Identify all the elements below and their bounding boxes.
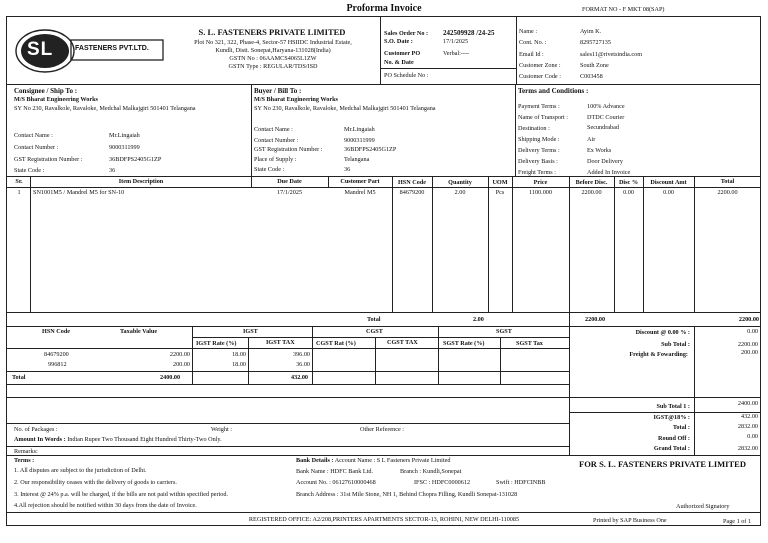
amount-words-value: Indian Rupee Two Thousand Eight Hundred Thirty-Two Only. <box>67 436 222 443</box>
logo-text: FASTENERS PVT.LTD. <box>75 45 149 52</box>
tax-col-taxable: Taxable Value <box>120 328 158 335</box>
row-sr: 1 <box>17 189 21 196</box>
packages-label: No. of Packages : <box>14 426 58 433</box>
cont-no-value: 8295727135 <box>580 39 611 46</box>
tax-col-igst-tax: IGST TAX <box>266 339 295 346</box>
company-address-1: Plot No 321, 322, Phase-4, Sector-57 HSIIDC Industrial Estate, <box>194 39 352 46</box>
buyer-state-value: 36 <box>344 166 351 173</box>
subtotal-label: Sub Total : <box>661 341 690 348</box>
tax-col-igst: IGST <box>243 328 258 335</box>
shipping-mode-label: Shipping Mode : <box>518 136 560 143</box>
customer-po-label: Customer PO <box>384 50 421 57</box>
delivery-terms-value: Ex Works <box>587 147 612 154</box>
bank-heading: Bank Details : <box>296 457 334 464</box>
subtotal1-value: 2400.00 <box>737 400 758 407</box>
destination-label: Destination : <box>518 125 550 132</box>
other-reference-label: Other Reference : <box>360 426 404 433</box>
tax-row-taxable: 200.00 <box>172 361 190 368</box>
tax-row-rate: 18.00 <box>232 351 246 358</box>
tax-col-hsn: HSN Code <box>42 328 71 335</box>
verbal-po: Verbal:---- <box>443 50 470 57</box>
roundoff-label: Round Off : <box>658 435 690 442</box>
buyer-supply-value: Telangana <box>344 156 370 163</box>
document-title: Proforma Invoice <box>346 3 422 14</box>
tax-col-cgst-rate: CGST Rat (%) <box>316 340 356 347</box>
total-value: 2832.00 <box>737 423 758 430</box>
transport-value: DTDC Courier <box>587 114 625 121</box>
row-uom: Pcs <box>495 189 505 196</box>
tax-row-rate: 18.00 <box>232 361 246 368</box>
delivery-basis-label: Delivery Basis : <box>518 158 558 165</box>
freight-value: 200.00 <box>740 349 758 356</box>
email-value: sales11@rivetsindia.com <box>580 51 643 58</box>
buyer-address: SY No 230, Ravalkole, Ravaloke, Medchal Malkajgiri 501401 Telangana <box>254 105 436 112</box>
customer-code-label: Customer Code : <box>519 73 561 80</box>
sales-order-label: Sales Order No : <box>384 30 429 37</box>
so-date-label: S.O. Date : <box>384 38 413 45</box>
tax-col-sgst-rate: SGST Rate (%) <box>443 340 485 347</box>
tax-col-cgst-tax: CGST TAX <box>387 339 418 346</box>
consignee-heading: Consignee / Ship To : <box>14 87 78 95</box>
buyer-gst-value: 36BDFPS2405G1ZP <box>344 146 397 153</box>
terms-footer-heading: Terms : <box>14 457 35 464</box>
subtotal1-label: Sub Total 1 : <box>656 403 690 410</box>
tax-col-cgst: CGST <box>366 328 383 335</box>
total-label: Total : <box>672 424 690 431</box>
buyer-contact-number-label: Contact Number : <box>254 137 299 144</box>
col-uom: UOM <box>492 179 508 186</box>
col-quantity: Quantity <box>448 179 472 186</box>
tax-total-tax: 432.00 <box>291 374 309 381</box>
company-name: S. L. FASTENERS PRIVATE LIMITED <box>198 27 346 37</box>
row-disc-amt: 0.00 <box>663 189 674 196</box>
consignee-state-value: 36 <box>109 167 116 174</box>
po-schedule-label: PO Schedule No : <box>384 72 429 79</box>
printed-by: Printed by SAP Business One <box>593 517 667 524</box>
items-total-before: 2200.00 <box>585 316 606 323</box>
tax-row-hsn: 84679200 <box>44 351 69 358</box>
tax-col-sgst-tax: SGST Tax <box>516 340 543 347</box>
payment-terms-value: 100% Advance <box>587 103 625 110</box>
so-date-value: 17/1/2025 <box>443 38 469 45</box>
bank-account-no: Account No. : 06127610000468 <box>296 479 376 486</box>
company-gstn-type: GSTN Type : REGULAR/TDS/ISD <box>228 63 318 70</box>
col-before-disc: Before Disc. <box>575 179 608 186</box>
row-hsn: 84679200 <box>399 189 425 196</box>
grand-total-label: Grand Total : <box>653 445 690 452</box>
row-description: SN1001M5 / Mandrel M5 for SN-10 <box>33 189 125 196</box>
row-quantity: 2.00 <box>454 189 466 196</box>
buyer-company: M/S Bharat Engineering Works <box>254 96 338 103</box>
col-customer-part: Customer Part <box>340 178 380 185</box>
tax-total-label: Total <box>12 374 26 381</box>
igst-value: 432.00 <box>740 413 758 420</box>
zone-label: Customer Zone : <box>519 62 561 69</box>
row-price: 1100.000 <box>529 189 552 196</box>
term-line-2: 2. Our responsibility ceases with the delivery of goods to carriers. <box>14 479 177 486</box>
items-total-label: Total <box>367 316 381 323</box>
col-description: Item Description <box>118 178 164 185</box>
grand-total-value: 2832.00 <box>737 445 758 452</box>
consignee-contact-name: Mr.Lingaiah <box>109 132 140 139</box>
buyer-supply-label: Place of Supply : <box>254 156 297 163</box>
company-logo <box>13 28 165 74</box>
buyer-state-label: State Code : <box>254 166 285 173</box>
tax-row-tax: 36.00 <box>296 361 310 368</box>
buyer-contact-name: Mr.Lingaiah <box>344 126 375 133</box>
term-line-1: 1. All disputes are subject to the jurisdiction of Delhi. <box>14 467 147 474</box>
bank-ifsc: IFSC : HDFC0000612 <box>414 479 471 486</box>
term-line-4: 4.All rejection should be notified within 30 days from the date of Invoice. <box>14 502 197 509</box>
buyer-contact-name-label: Contact Name : <box>254 126 293 133</box>
discount-value: 0.00 <box>747 328 758 335</box>
payment-terms-label: Payment Terms : <box>518 103 560 110</box>
consignee-gst-label: GST Registration Number : <box>14 156 83 163</box>
discount-label: Discount @ 0.00 % : <box>635 329 690 336</box>
row-before-disc: 2200.00 <box>581 189 602 196</box>
col-due-date: Due Date <box>277 178 302 185</box>
delivery-basis-value: Door Delivery <box>587 158 623 165</box>
bank-branch-address: Branch Address : 31st Mile Stone, NH 1, Behind Chopra Filling, Kundli Sonepat-131028 <box>296 491 518 498</box>
roundoff-value: 0.00 <box>747 433 758 440</box>
consignee-contact-number: 9000311999 <box>109 144 140 151</box>
col-hsn: HSN Code <box>397 179 427 186</box>
logo-letters: SL <box>27 39 54 60</box>
buyer-heading: Buyer / Bill To : <box>254 87 302 95</box>
shipping-mode-value: Air <box>587 136 596 143</box>
customer-name-value: Ayim K. <box>580 28 602 35</box>
consignee-state-label: State Code : <box>14 167 45 174</box>
freight-terms-label: Freight Terms : <box>518 169 556 176</box>
registered-office: REGISTERED OFFICE: A2/208,PRINTERS APARTMENTS SECTOR-13, ROHINI, NEW DELHI-110085 <box>248 516 520 523</box>
consignee-contact-number-label: Contact Number : <box>14 144 59 151</box>
amount-in-words <box>14 436 222 444</box>
term-line-3: 3. Interest @ 24% p.a. will be charged, if the bills are not paid within specified period. <box>14 491 229 498</box>
tax-row-tax: 396.00 <box>292 351 310 358</box>
row-disc-pct: 0.00 <box>623 189 634 196</box>
cont-no-label: Cont. No. : <box>519 39 547 46</box>
consignee-contact-name-label: Contact Name : <box>14 132 53 139</box>
for-company: FOR S. L. FASTENERS PRIVATE LIMITED <box>579 459 746 469</box>
page-number: Page 1 of 1 <box>723 518 752 525</box>
zone-value: South Zone <box>580 62 609 69</box>
row-total: 2200.00 <box>717 189 738 196</box>
igst-label: IGST@18% : <box>653 414 690 421</box>
tax-col-igst-rate: IGST Rate (%) <box>196 340 237 347</box>
tax-col-sgst: SGST <box>496 328 512 335</box>
col-sr: Sr. <box>15 178 23 185</box>
company-address-2: Kundli, Distt. Sonepat,Haryana-131028(India) <box>215 47 331 54</box>
delivery-terms-label: Delivery Terms : <box>518 147 560 154</box>
customer-name-label: Name : <box>519 28 538 35</box>
subtotal-value: 2200.00 <box>737 341 758 348</box>
bank-account-name: Bank Details : Account Name : S L Fasteners Private Limited <box>296 457 451 464</box>
bank-branch: Branch : Kundli,Sonepat <box>400 468 462 475</box>
tax-row-hsn: 996812 <box>48 361 67 368</box>
items-total-qty: 2.00 <box>473 316 484 323</box>
items-total-amount: 2200.00 <box>738 316 759 323</box>
buyer-contact-number: 9000311999 <box>344 137 375 144</box>
col-total: Total <box>720 178 735 185</box>
customer-code-value: C003458 <box>580 73 603 80</box>
freight-label: Freight & Fowarding: <box>629 351 688 358</box>
po-no-date-label: No. & Date <box>384 59 414 66</box>
remarks-label: Remarks: <box>14 448 38 455</box>
company-gstn: GSTN No : 06AAMCS4065L1ZW <box>229 55 317 62</box>
col-disc-pct: Disc % <box>618 179 639 186</box>
bank-name: Bank Name : HDFC Bank Ltd. <box>296 468 373 475</box>
consignee-company: M/S Bharat Engineering Works <box>14 96 98 103</box>
weight-label: Weight : <box>211 426 232 433</box>
email-label: Email Id : <box>519 51 544 58</box>
authorized-signatory: Authorized Signatory <box>676 503 730 510</box>
row-due-date: 17/1/2025 <box>276 189 303 196</box>
buyer-gst-label: GST Registration Number : <box>254 146 323 153</box>
destination-value: Secundrabad <box>587 124 619 131</box>
tax-row-taxable: 2200.00 <box>169 351 190 358</box>
amount-words-label: Amount In Words : <box>14 436 66 443</box>
tax-total-taxable: 2400.00 <box>160 374 181 381</box>
bank-swift: Swift : HDFCINBB <box>496 479 546 486</box>
row-customer-part: Mandrel M5 <box>344 189 376 196</box>
format-number: FORMAT NO - F MKT 08(SAP) <box>582 6 665 13</box>
sales-order-value: 242509928 /24-25 <box>443 29 495 37</box>
transport-label: Name of Transport : <box>518 114 569 121</box>
col-disc-amt: Discount Amt <box>650 179 687 186</box>
terms-heading: Terms and Conditions : <box>518 87 589 95</box>
consignee-gst-value: 36BDFPS2405G1ZP <box>109 156 162 163</box>
freight-terms-value: Added In Invoice <box>587 169 631 176</box>
consignee-address: SY No 230, Ravalkole, Ravaloke, Medchal Malkajgiri 501401 Telangana <box>14 105 196 112</box>
col-price: Price <box>533 179 548 186</box>
